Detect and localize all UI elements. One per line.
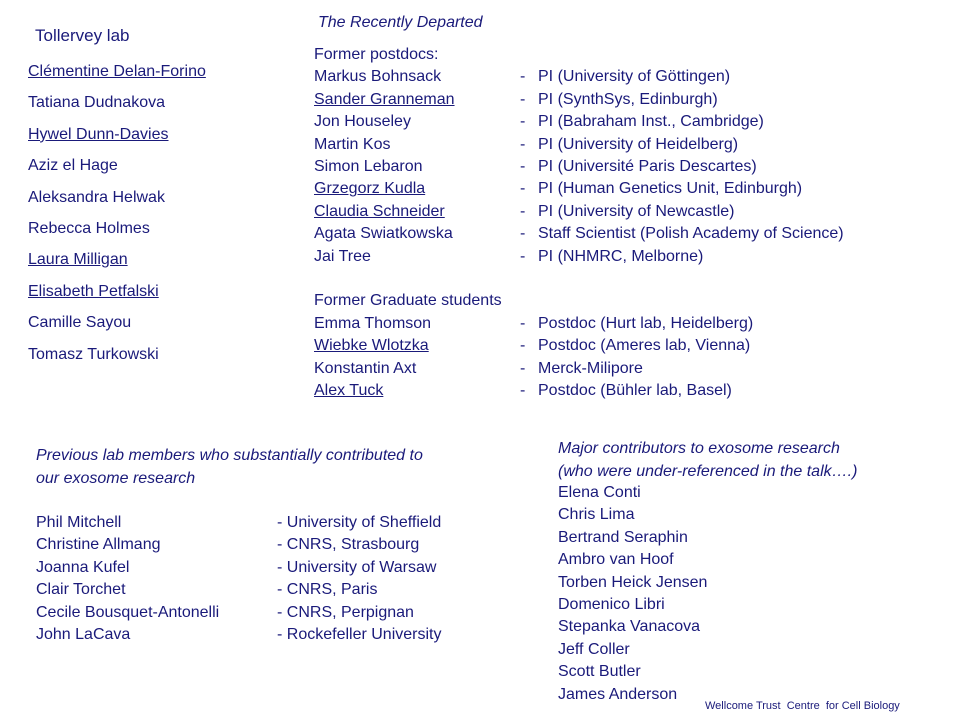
major-heading-line: (who were under-referenced in the talk….) (558, 463, 858, 480)
previous-member-place: - CNRS, Perpignan (277, 603, 414, 621)
postdoc-name: Markus Bohnsack (314, 68, 442, 86)
lab-member-list (28, 62, 206, 376)
dash: - (520, 113, 526, 131)
postdoc-row (314, 246, 844, 268)
postdoc-row (314, 156, 844, 178)
dash: - (520, 90, 526, 108)
student-name-link[interactable]: Wiebke Wlotzka (314, 337, 429, 355)
dash: - (520, 158, 526, 176)
previous-members-list (36, 512, 441, 646)
previous-member-name: Christine Allmang (36, 536, 161, 554)
previous-member-place: - CNRS, Strasbourg (277, 536, 420, 554)
departed-block (314, 44, 844, 402)
postdoc-row (314, 134, 844, 156)
postdoc-position: PI (NHMRC, Melborne) (538, 247, 704, 265)
lab-member-name: Aziz el Hage (28, 157, 118, 175)
lab-member (28, 219, 206, 250)
postdoc-name: Jai Tree (314, 247, 371, 265)
dash: - (520, 68, 526, 86)
major-contributor: Ambro van Hoof (558, 551, 674, 569)
postdoc-position: PI (University of Heidelberg) (538, 135, 739, 153)
postdoc-row (314, 111, 844, 133)
previous-member-name: Cecile Bousquet-Antonelli (36, 603, 220, 621)
lab-member (28, 156, 206, 187)
major-contributors-list (558, 482, 707, 706)
dash: - (520, 359, 526, 377)
previous-heading-line: our exosome research (36, 470, 196, 487)
postdoc-position: PI (Babraham Inst., Cambridge) (538, 113, 764, 131)
postdoc-row (314, 201, 844, 223)
dash: - (520, 337, 526, 355)
postdoc-name: Martin Kos (314, 135, 391, 153)
postdoc-row (314, 178, 844, 200)
postdoc-row (314, 223, 844, 245)
previous-member-place: - University of Sheffield (277, 514, 442, 531)
major-contributor: Domenico Libri (558, 596, 665, 614)
student-row (314, 380, 844, 402)
previous-member-place: - CNRS, Paris (277, 581, 378, 599)
previous-member-place: - University of Warsaw (277, 558, 437, 576)
previous-member-name: Joanna Kufel (36, 558, 130, 576)
dash: - (520, 382, 526, 400)
previous-member-row (36, 602, 441, 624)
major-contributor: Chris Lima (558, 506, 635, 524)
lab-member-link[interactable]: Clémentine Delan-Forino (28, 63, 206, 80)
dash: - (520, 314, 526, 332)
previous-member-place: - Rockefeller University (277, 626, 442, 644)
dash: - (520, 202, 526, 220)
dash: - (520, 247, 526, 265)
major-contributor: James Anderson (558, 685, 678, 703)
major-contributor: Torben Heick Jensen (558, 573, 708, 591)
student-position: Merck-Milipore (538, 359, 643, 377)
lab-member[interactable] (28, 282, 206, 313)
student-position: Postdoc (Bühler lab, Basel) (538, 382, 732, 400)
major-contributors-heading (558, 437, 857, 483)
postdoc-position: PI (University of Newcastle) (538, 202, 735, 220)
previous-members-heading (36, 444, 506, 490)
postdoc-position: PI (Université Paris Descartes) (538, 158, 757, 176)
major-contributor: Bertrand Seraphin (558, 528, 688, 546)
student-position: Postdoc (Ameres lab, Vienna) (538, 337, 751, 355)
lab-member-name: Camille Sayou (28, 314, 132, 332)
lab-member[interactable] (28, 250, 206, 281)
spacer (314, 268, 844, 290)
lab-member-name: Tomasz Turkowski (28, 345, 159, 363)
postdoc-name-link[interactable]: Claudia Schneider (314, 202, 445, 220)
major-contributor: Scott Butler (558, 663, 641, 681)
lab-member (28, 345, 206, 376)
lab-member-link[interactable]: Hywel Dunn-Davies (28, 125, 169, 143)
major-contributor: Jeff Coller (558, 640, 630, 658)
postdoc-name-link[interactable]: Grzegorz Kudla (314, 180, 426, 198)
major-contributor: Stepanka Vanacova (558, 618, 701, 636)
dash: - (520, 135, 526, 153)
lab-member-name: Aleksandra Helwak (28, 188, 165, 206)
postdoc-row (314, 66, 844, 88)
previous-member-row (36, 579, 441, 601)
previous-member-row (36, 557, 441, 579)
lab-member (28, 188, 206, 219)
students-heading: Former Graduate students (314, 292, 502, 310)
lab-member (28, 93, 206, 124)
previous-member-name: Phil Mitchell (36, 514, 122, 531)
postdoc-position: Staff Scientist (Polish Academy of Science) (538, 225, 844, 243)
previous-member-name: John LaCava (36, 626, 131, 644)
postdoc-position: PI (Human Genetics Unit, Edinburgh) (538, 180, 803, 198)
lab-member[interactable] (28, 125, 206, 156)
postdoc-name: Simon Lebaron (314, 158, 423, 176)
previous-member-row (36, 624, 441, 646)
lab-member-link[interactable]: Laura Milligan (28, 251, 128, 269)
lab-title: Tollervey lab (35, 26, 130, 45)
student-name: Konstantin Axt (314, 359, 417, 377)
previous-member-row (36, 534, 441, 556)
student-row (314, 358, 844, 380)
dash: - (520, 225, 526, 243)
previous-heading-line: Previous lab members who substantially contributed to (36, 447, 423, 464)
postdoc-name: Jon Houseley (314, 113, 411, 131)
lab-member[interactable] (28, 62, 206, 93)
lab-member-name: Rebecca Holmes (28, 219, 150, 237)
previous-member-row (36, 512, 441, 534)
postdocs-heading: Former postdocs: (314, 46, 439, 63)
postdoc-position: PI (University of Göttingen) (538, 68, 731, 86)
previous-member-name: Clair Torchet (36, 581, 126, 599)
dash: - (520, 180, 526, 198)
student-position: Postdoc (Hurt lab, Heidelberg) (538, 314, 754, 332)
student-name: Emma Thomson (314, 314, 432, 332)
postdoc-row (314, 89, 844, 111)
lab-member (28, 313, 206, 344)
student-name-link[interactable]: Alex Tuck (314, 382, 384, 400)
major-contributor: Elena Conti (558, 484, 641, 501)
departed-title: The Recently Departed (318, 14, 483, 31)
student-row (314, 335, 844, 357)
major-heading-line: Major contributors to exosome research (558, 440, 840, 457)
postdoc-name: Agata Swiatkowska (314, 225, 453, 243)
postdoc-name-link[interactable]: Sander Granneman (314, 90, 455, 108)
lab-member-link[interactable]: Elisabeth Petfalski (28, 282, 159, 300)
footer-credit: Wellcome Trust Centre for Cell Biology (705, 700, 900, 712)
student-row (314, 313, 844, 335)
postdoc-position: PI (SynthSys, Edinburgh) (538, 90, 718, 108)
lab-member-name: Tatiana Dudnakova (28, 94, 165, 112)
